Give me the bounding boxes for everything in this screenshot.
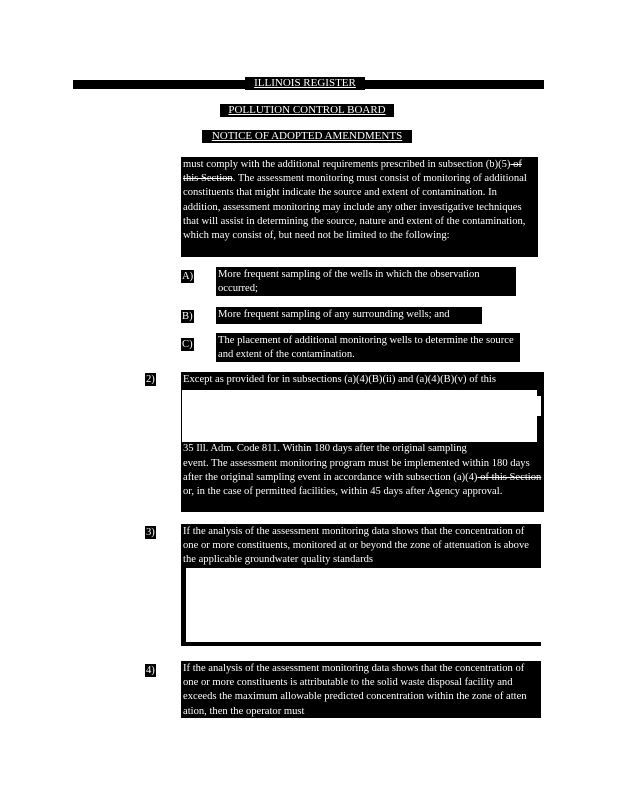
item-3-missing-region [186, 568, 541, 642]
list-label-a: A) [182, 271, 194, 282]
item-2-mid-text: 35 Ill. Adm. Code 811. Within 180 days after the original sampling [181, 442, 544, 456]
item-4-paragraph: If the analysis of the assessment monitoring data shows that the concentration of one or more constituents is attributable to the solid waste disposal facility and exceeds the maximum allowable predicted concentration within the zone of atten ation, then the operator must [181, 661, 541, 718]
list-item-a: More frequent sampling of the wells in which the observation occurred; [216, 267, 516, 296]
intro-paragraph [181, 157, 538, 257]
header-line-2: POLLUTION CONTROL BOARD [220, 104, 394, 117]
item-2-text-pre: event. The assessment monitoring program must be implemented within 180 days after the original sampling event in accordance with subsection (a)(4) [183, 458, 530, 484]
header-line-3: NOTICE OF ADOPTED AMENDMENTS [202, 130, 412, 143]
list-item-b: More frequent sampling of any surrounding wells; and [216, 307, 482, 324]
intro-text-post: . The assessment monitoring must consist of monitoring of additional constituents that might indicate the source and extent of contamination. In addition, assessment monitoring may include any other investigative techniques that will assist in determining the source, nature and extent of the contamination, which may consist of, but need not be limited to the following: [183, 173, 527, 242]
header-line-1: ILLINOIS REGISTER [245, 77, 365, 90]
item-3-label: 3) [146, 527, 155, 538]
list-label-b: B) [182, 311, 193, 322]
item-2-top-text: Except as provided for in subsections (a)(4)(B)(ii) and (a)(4)(B)(v) of this [181, 372, 544, 390]
item-2-text-post: or, in the case of permitted facilities, within 45 days after Agency approval. [183, 486, 503, 498]
item-2-missing-region-right [537, 396, 541, 416]
item-2-paragraph [181, 456, 544, 512]
item-3-paragraph: If the analysis of the assessment monitoring data shows that the concentration of one or more constituents, monitored at or beyond the zone of attenuation is above the applicable groundwater quality standards [181, 524, 541, 568]
intro-text-pre: must comply with the additional requirements prescribed in subsection (b)(5) [183, 159, 511, 170]
item-2-label: 2) [146, 374, 155, 385]
list-item-c: The placement of additional monitoring wells to determine the source and extent of the contamination. [216, 333, 520, 362]
item-2-missing-region [182, 390, 537, 442]
list-label-c: C) [182, 339, 193, 350]
item-4-label: 4) [146, 665, 155, 676]
intro-text-strike: of this Section [183, 159, 522, 185]
item-2-text-strike: of this Section [477, 472, 542, 484]
